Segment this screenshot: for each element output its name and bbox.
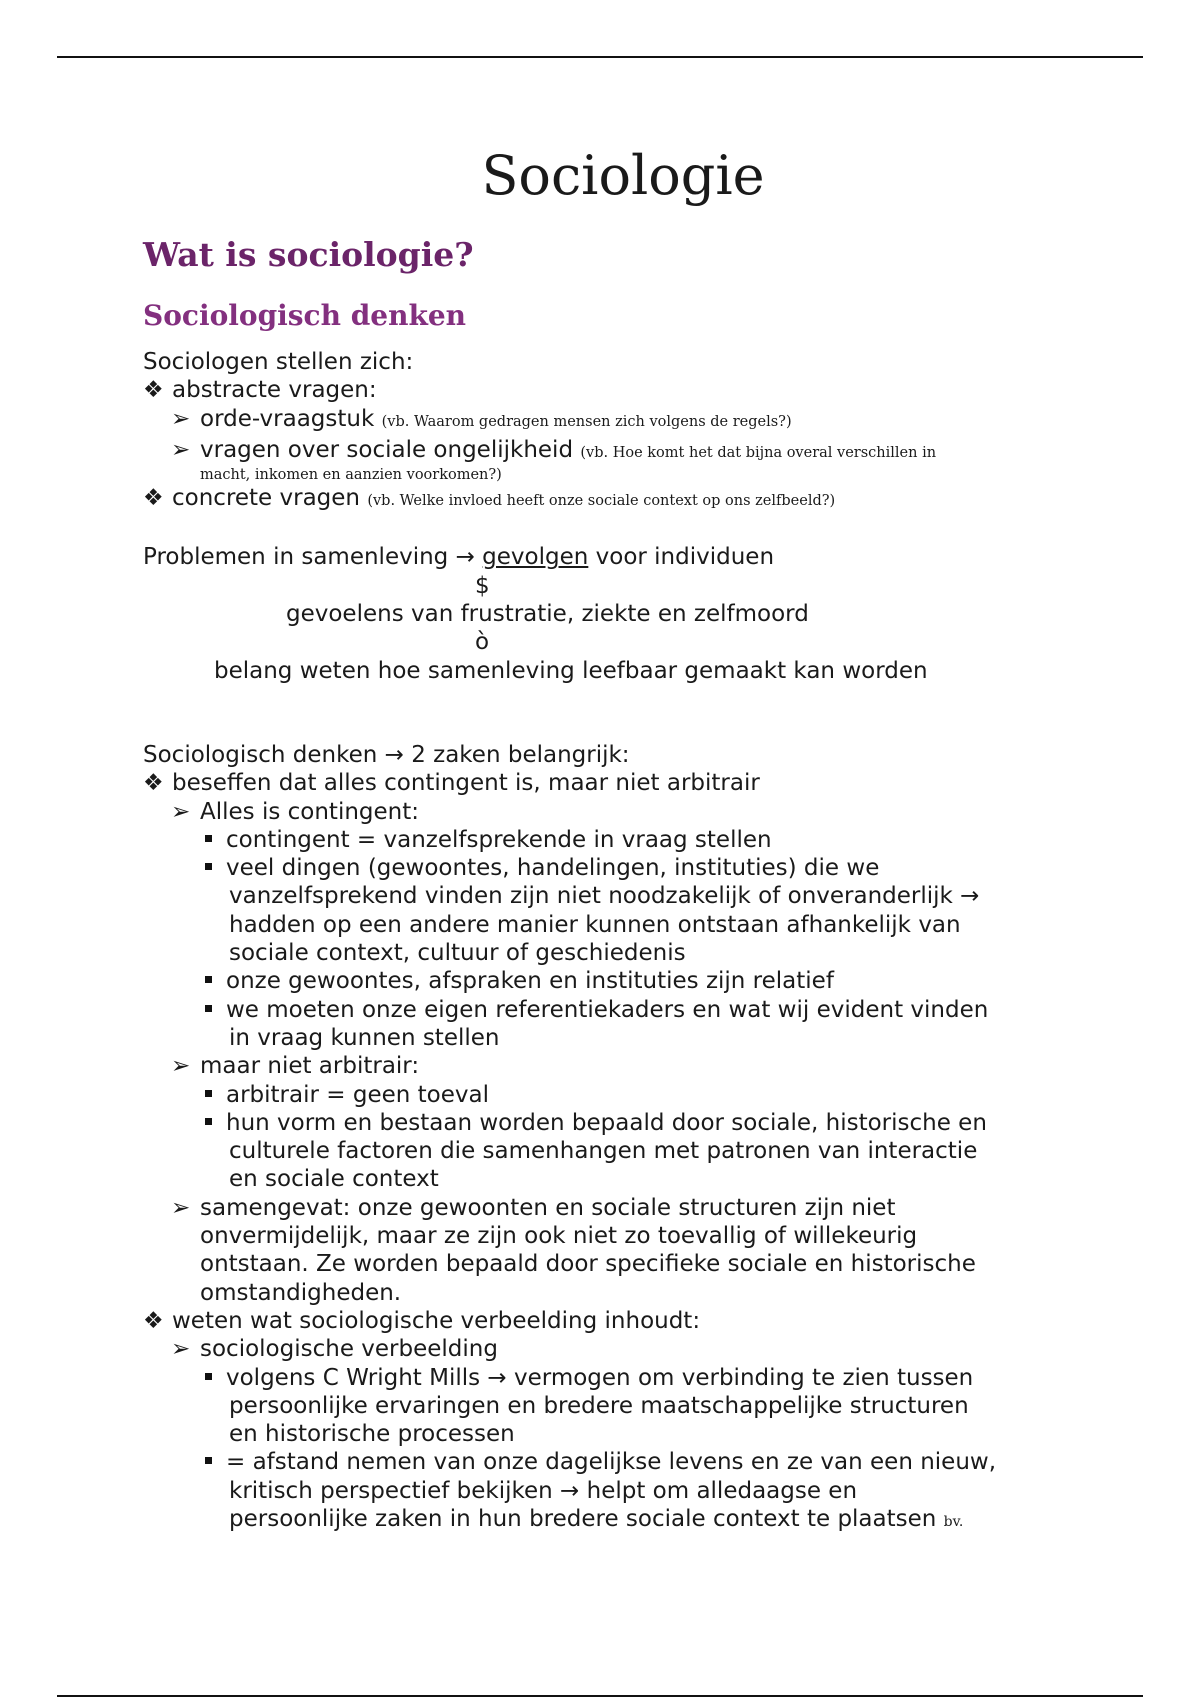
list-item-continuation: macht, inkomen en aanzien voorkomen?) bbox=[200, 467, 502, 484]
arrow-bullet-icon: ➢ bbox=[171, 405, 191, 432]
list-item: hun vorm en bestaan worden bepaald door sociale, historische en bbox=[143, 1109, 1063, 1137]
arrow-bullet-icon: ➢ bbox=[171, 436, 191, 463]
list-item: arbitrair = geen toeval bbox=[143, 1081, 1063, 1109]
list-item-continuation: en historische processen bbox=[229, 1421, 515, 1448]
list-item: ➢ sociologische verbeelding bbox=[171, 1336, 498, 1363]
square-bullet-icon bbox=[205, 1118, 212, 1125]
square-bullet-icon bbox=[205, 1457, 212, 1464]
list-item: onze gewoontes, afspraken en instituties zijn relatief bbox=[143, 967, 1063, 995]
list-item-continuation: ontstaan. Ze worden bepaald door specifieke sociale en historische bbox=[200, 1251, 976, 1278]
importance-line: belang weten hoe samenleving leefbaar gemaakt kan worden bbox=[214, 657, 928, 684]
list-item: ➢ samengevat: onze gewoonten en sociale structuren zijn niet bbox=[171, 1194, 896, 1221]
square-bullet-icon bbox=[205, 835, 212, 842]
body-text bbox=[143, 348, 1063, 1536]
symbol-line: $ bbox=[475, 572, 490, 599]
square-bullet-icon bbox=[205, 863, 212, 870]
list-item-continuation: en sociale context bbox=[229, 1166, 439, 1193]
list-item: ❖ abstracte vragen: bbox=[143, 377, 377, 404]
square-bullet-icon bbox=[205, 1373, 212, 1380]
list-item-continuation: kritisch perspectief bekijken → helpt om alledaagse en bbox=[229, 1477, 858, 1504]
square-bullet-icon bbox=[205, 1005, 212, 1012]
list-item: volgens C Wright Mills → vermogen om verbinding te zien tussen bbox=[143, 1364, 1063, 1392]
intro-line: Sociologen stellen zich: bbox=[143, 349, 414, 375]
list-item-continuation: in vraag kunnen stellen bbox=[229, 1024, 500, 1051]
problem-line: Problemen in samenleving → gevolgen voor individuen bbox=[143, 544, 775, 571]
square-bullet-icon bbox=[205, 1090, 212, 1097]
bottom-rule bbox=[57, 1695, 1143, 1697]
document-title: Sociologie bbox=[481, 144, 765, 207]
list-item: contingent = vanzelfsprekende in vraag stellen bbox=[143, 826, 1063, 854]
list-item: ❖ concrete vragen (vb. Welke invloed heeft onze sociale context op ons zelfbeeld?) bbox=[143, 485, 836, 512]
list-item: ❖ weten wat sociologische verbeelding inhoudt: bbox=[143, 1307, 701, 1334]
list-item-continuation: persoonlijke ervaringen en bredere maatschappelijke structuren bbox=[229, 1392, 969, 1419]
square-bullet-icon bbox=[205, 976, 212, 983]
list-item-continuation: onvermijdelijk, maar ze zijn ook niet zo toevallig of willekeurig bbox=[200, 1223, 918, 1250]
document-page bbox=[143, 140, 1063, 1536]
list-item: = afstand nemen van onze dagelijkse levens en ze van een nieuw, bbox=[143, 1448, 1063, 1476]
list-item: ➢ vragen over sociale ongelijkheid (vb. Hoe komt het dat bijna overal verschillen in bbox=[171, 436, 937, 463]
symbol-line: ò bbox=[475, 629, 490, 656]
top-rule bbox=[57, 56, 1143, 58]
arrow-bullet-icon: ➢ bbox=[171, 798, 191, 825]
arrow-bullet-icon: ➢ bbox=[171, 1336, 191, 1363]
list-item-continuation: culturele factoren die samenhangen met patronen van interactie bbox=[229, 1138, 978, 1165]
list-item-continuation: persoonlijke zaken in hun bredere sociale context te plaatsen bv. bbox=[229, 1505, 964, 1532]
list-item-continuation: omstandigheden. bbox=[200, 1279, 402, 1306]
list-item: ➢ orde-vraagstuk (vb. Waarom gedragen mensen zich volgens de regels?) bbox=[171, 405, 792, 432]
list-item: ➢ maar niet arbitrair: bbox=[171, 1053, 420, 1080]
list-item: ❖ beseffen dat alles contingent is, maar niet arbitrair bbox=[143, 770, 760, 797]
list-item-continuation: hadden op een andere manier kunnen ontstaan afhankelijk van bbox=[229, 911, 961, 938]
consequence-line: gevoelens van frustratie, ziekte en zelfmoord bbox=[286, 601, 809, 628]
list-item: we moeten onze eigen referentiekaders en wat wij evident vinden bbox=[143, 996, 1063, 1024]
diamond-bullet-icon: ❖ bbox=[143, 485, 164, 512]
list-item-continuation: sociale context, cultuur of geschiedenis bbox=[229, 940, 686, 967]
list-item-continuation: vanzelfsprekend vinden zijn niet noodzakelijk of onveranderlijk → bbox=[229, 883, 980, 910]
list-item: ➢ Alles is contingent: bbox=[171, 798, 420, 825]
diamond-bullet-icon: ❖ bbox=[143, 770, 164, 797]
heading-2: Sociologisch denken bbox=[143, 299, 467, 332]
arrow-bullet-icon: ➢ bbox=[171, 1194, 191, 1221]
diamond-bullet-icon: ❖ bbox=[143, 1307, 164, 1334]
heading-1: Wat is sociologie? bbox=[143, 235, 474, 274]
arrow-bullet-icon: ➢ bbox=[171, 1053, 191, 1080]
list-item: veel dingen (gewoontes, handelingen, instituties) die we bbox=[143, 854, 1063, 882]
intro-line: Sociologisch denken → 2 zaken belangrijk: bbox=[143, 741, 630, 768]
diamond-bullet-icon: ❖ bbox=[143, 377, 164, 404]
